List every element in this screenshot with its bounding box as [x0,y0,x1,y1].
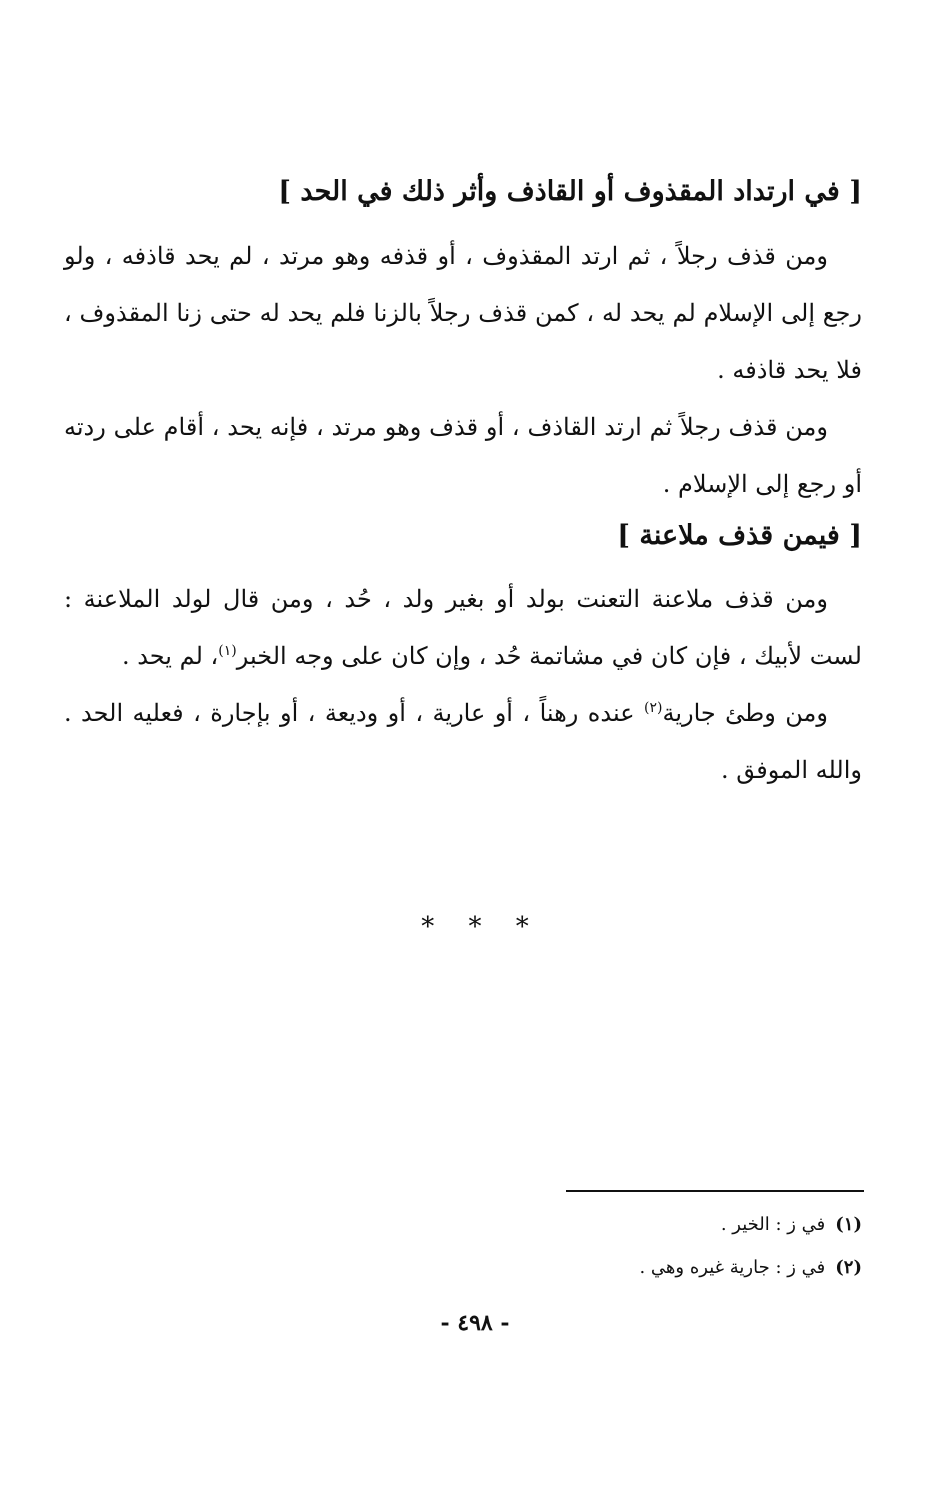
footnote-1 [721,1216,862,1234]
footnote-ref-2: (٢) [643,700,663,716]
paragraph-text: ومن وطئ جارية [662,699,828,727]
footnote-2 [639,1259,862,1277]
paragraph-text: ومن قذف رجلاً ، ثم ارتد المقذوف ، أو قذفه وهو مرتد ، لم يحد قاذفه ، ولو رجع إلى الإسلام لم يحد له ، كمن قذف رجلاً بالزنا فلم يحد له حتى زنا المقذوف ، فلا يحد قاذفه . [64,242,862,384]
footnote-divider [566,1190,864,1192]
paragraph-text: ، لم يحد . [121,642,219,670]
paragraph-text: عنده رهناً ، أو عارية ، أو وديعة ، أو بإجارة ، فعليه الحد . والله الموفق . [64,699,862,784]
section-heading-apostasy: [ في ارتداد المقذوف أو القاذف وأثر ذلك في الحد ] [278,176,862,207]
page-number: - ٤٩٨ - [440,1310,510,1336]
paragraph-mulaana [64,571,862,685]
paragraph-text: ومن قذف ملاعنة التعنت بولد أو بغير ولد ، حُد ، ومن قال لولد الملاعنة : لست لأبيك ، فإن كان في مشاتمة حُد ، وإن كان على وجه الخبر [64,585,862,670]
paragraph-apostasy-of-accused [64,228,862,399]
paragraph-text: ومن قذف رجلاً ثم ارتد القاذف ، أو قذف وهو مرتد ، فإنه يحد ، أقام على ردته أو رجع إلى الإسلام . [64,413,862,498]
footnote-text: في ز : جارية غيره وهي . [639,1257,826,1278]
footnote-number: (١) [835,1214,862,1235]
section-separator: * * * [421,912,529,942]
paragraph-slave-girl [64,685,862,799]
footnote-text: في ز : الخير . [720,1214,826,1235]
section-heading-mulaana: [ فيمن قذف ملاعنة ] [617,520,862,551]
paragraph-apostasy-of-accuser [64,399,862,513]
footnote-ref-1: (١) [218,643,237,659]
footnote-number: (٢) [835,1257,862,1278]
